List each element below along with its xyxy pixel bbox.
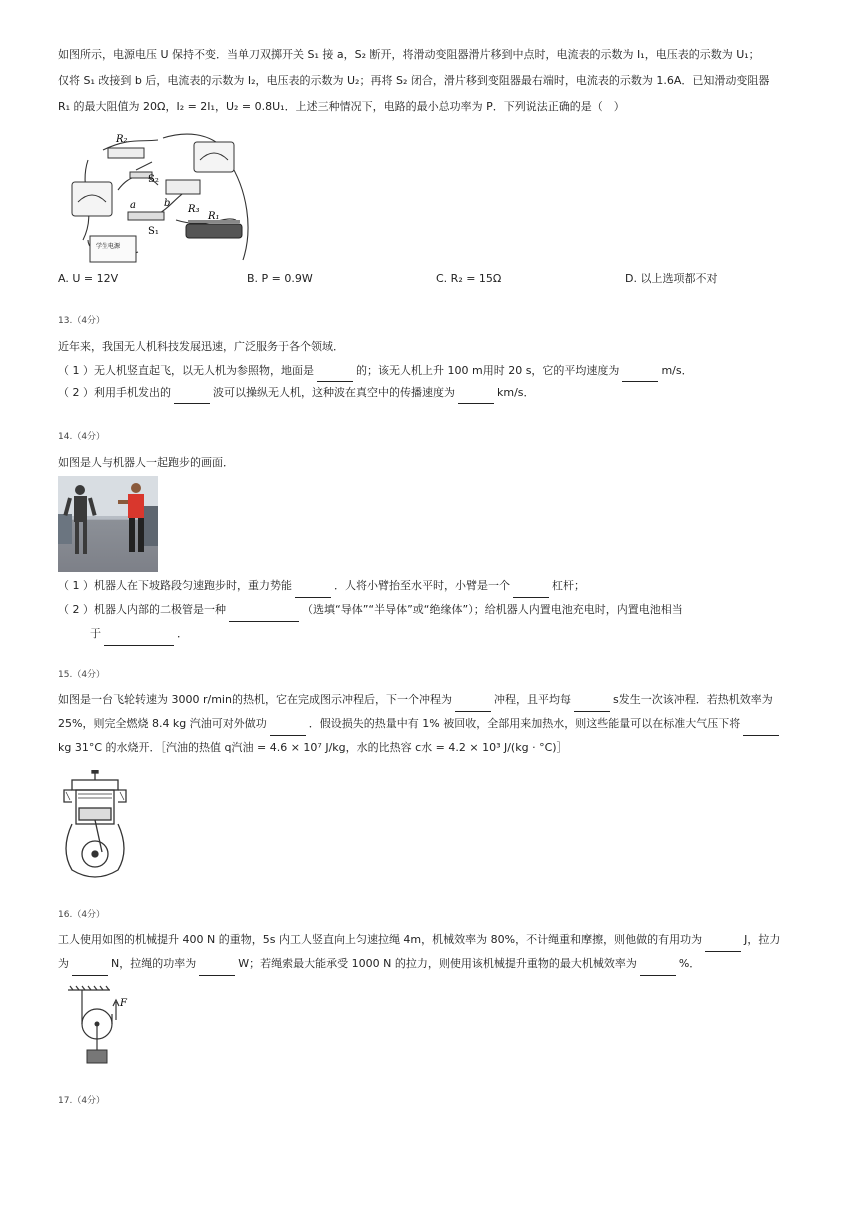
q14-p2-text-a: （ 2 ）机器人内部的二极管是一种 (58, 603, 226, 616)
q16-l2-text-c: W；若绳索最大能承受 1000 N 的拉力，则使用该机械提升重物的最大机械效率为 (238, 957, 637, 970)
q13-blank-2[interactable] (622, 369, 658, 382)
q16-blank-2[interactable] (72, 963, 108, 976)
q12-stem-line-3: R₁ 的最大阻值为 20Ω，I₂ = 2I₁，U₂ = 0.8U₁．上述三种情况下，电路的最小总功率为 P．下列说法正确的是（ ） (58, 100, 625, 113)
q16-l2-text-d: %． (678, 957, 701, 970)
label-r1: R₁ (208, 211, 220, 222)
q12-option-d[interactable]: D. 以上选项都不对 (625, 272, 718, 285)
q12-stem-line-1: 如图所示，电源电压 U 保持不变．当单刀双掷开关 S₁ 接 a，S₂ 断开，将滑动变阻器滑片移到中点时，电流表的示数为 I₁，电压表的示数为 U₁； (58, 48, 760, 61)
q16-l2-text-a: 为 (58, 957, 69, 970)
q16-line-1 (58, 928, 818, 952)
exam-page (58, 42, 818, 1108)
q14-part-2-cont (58, 622, 818, 646)
q13-p1-text-a: （ 1 ）无人机竖直起飞，以无人机为参照物，地面是 (58, 364, 314, 377)
circuit-figure (58, 120, 258, 266)
question-12 (58, 42, 818, 290)
q14-blank-2[interactable] (513, 585, 549, 598)
q13-blank-4[interactable] (458, 391, 494, 404)
q12-option-b[interactable]: B. P = 0.9W (247, 272, 313, 285)
q14-p2-text-b: （选填“导体”“半导体”或“绝缘体”）；给机器人内置电池充电时，内置电池相当 (302, 603, 683, 616)
q14-p1-text-c: 杠杆； (552, 579, 585, 592)
q13-p1-text-b: 的；该无人机上升 100 m用时 20 s，它的平均速度为 (356, 364, 620, 377)
q16-line-2 (58, 952, 818, 976)
label-power-supply: 学生电源 (96, 243, 121, 250)
q15-blank-2[interactable] (574, 699, 610, 712)
q15-l1-text-b: 冲程，且平均每 (493, 693, 571, 706)
label-r3: R₃ (188, 204, 200, 215)
q15-header: 15.（4分） (58, 670, 106, 680)
q15-line-2 (58, 712, 818, 736)
q15-l2-text-a: 25%，则完全燃烧 8.4 kg 汽油可对外做功 (58, 717, 267, 730)
label-a: a (130, 200, 136, 211)
q14-blank-1[interactable] (295, 585, 331, 598)
q12-options (58, 268, 818, 290)
q13-blank-1[interactable] (317, 369, 353, 382)
question-16 (58, 908, 818, 1068)
q16-blank-3[interactable] (199, 963, 235, 976)
question-17 (58, 1094, 818, 1108)
q16-blank-1[interactable] (705, 939, 741, 952)
q15-blank-4[interactable] (743, 723, 779, 736)
q16-l1-text-b: J，拉力 (744, 933, 781, 946)
q13-part-1 (58, 360, 818, 382)
q14-header: 14.（4分） (58, 432, 106, 442)
q13-p2-text-a: （ 2 ）利用手机发出的 (58, 386, 171, 399)
q15-l1-text-c: s发生一次该冲程．若热机效率为 (612, 693, 773, 706)
q13-p2-text-b: 波可以操纵无人机，这种波在真空中的传播速度为 (213, 386, 455, 399)
pulley-figure (64, 984, 144, 1068)
q13-header: 13.（4分） (58, 316, 106, 326)
q13-p2-text-c: km/s． (497, 386, 535, 399)
q14-blank-4[interactable] (104, 633, 174, 646)
question-15 (58, 668, 818, 882)
q17-header: 17.（4分） (58, 1096, 106, 1106)
q16-header: 16.（4分） (58, 910, 106, 920)
label-s1: S₁ (148, 226, 159, 237)
label-r2: R₂ (116, 134, 128, 145)
q14-p2-text-c2: ． (177, 627, 188, 640)
q15-line-1 (58, 688, 818, 712)
q13-p1-text-c: m/s． (661, 364, 693, 377)
label-b: b (164, 198, 171, 209)
engine-figure (58, 770, 138, 882)
label-force-f: F (120, 998, 127, 1009)
q12-stem-line-2: 仅将 S₁ 改接到 b 后，电流表的示数为 I₂，电压表的示数为 U₂；再将 S₂ 闭合，滑片移到变阻器最右端时，电流表的示数为 1.6A．已知滑动变阻器 (58, 74, 770, 87)
q12-option-c[interactable]: C. R₂ = 15Ω (436, 272, 502, 285)
q16-blank-4[interactable] (640, 963, 676, 976)
q14-part-1 (58, 574, 818, 598)
q14-p2-text-c1: 于 (90, 627, 101, 640)
q15-blank-3[interactable] (270, 723, 306, 736)
q14-intro: 如图是人与机器人一起跑步的画面． (58, 456, 234, 469)
q14-p1-text-a: （ 1 ）机器人在下坡路段匀速跑步时，重力势能 (58, 579, 292, 592)
q15-line-3: kg 31°C 的水烧开．［汽油的热值 q汽油 = 4.6 × 10⁷ J/kg，水的比热容 c水 = 4.2 × 10³ J/(kg · °C)］ (58, 741, 568, 754)
q14-p1-text-b: ．人将小臂抬至水平时，小臂是一个 (334, 579, 510, 592)
q15-l1-text-a: 如图是一台飞轮转速为 3000 r/min的热机，它在完成图示冲程后，下一个冲程为 (58, 693, 452, 706)
q16-l2-text-b: N，拉绳的功率为 (111, 957, 197, 970)
robot-running-photo (58, 476, 158, 572)
label-s2: S₂ (148, 174, 159, 185)
q13-part-2 (58, 382, 818, 404)
q13-blank-3[interactable] (174, 391, 210, 404)
q16-l1-text-a: 工人使用如图的机械提升 400 N 的重物，5s 内工人竖直向上匀速拉绳 4m，机械效率为 80%，不计绳重和摩擦，则他做的有用功为 (58, 933, 703, 946)
q15-blank-1[interactable] (455, 699, 491, 712)
q13-intro: 近年来，我国无人机科技发展迅速，广泛服务于各个领域． (58, 340, 344, 353)
q15-l2-text-b: ．假设损失的热量中有 1% 被回收，全部用来加热水，则这些能量可以在标准大气压下将 (308, 717, 741, 730)
question-14 (58, 430, 818, 646)
q12-option-a[interactable]: A. U = 12V (58, 272, 119, 285)
q14-blank-3[interactable] (229, 609, 299, 622)
question-13 (58, 314, 818, 404)
q14-part-2 (58, 598, 818, 622)
